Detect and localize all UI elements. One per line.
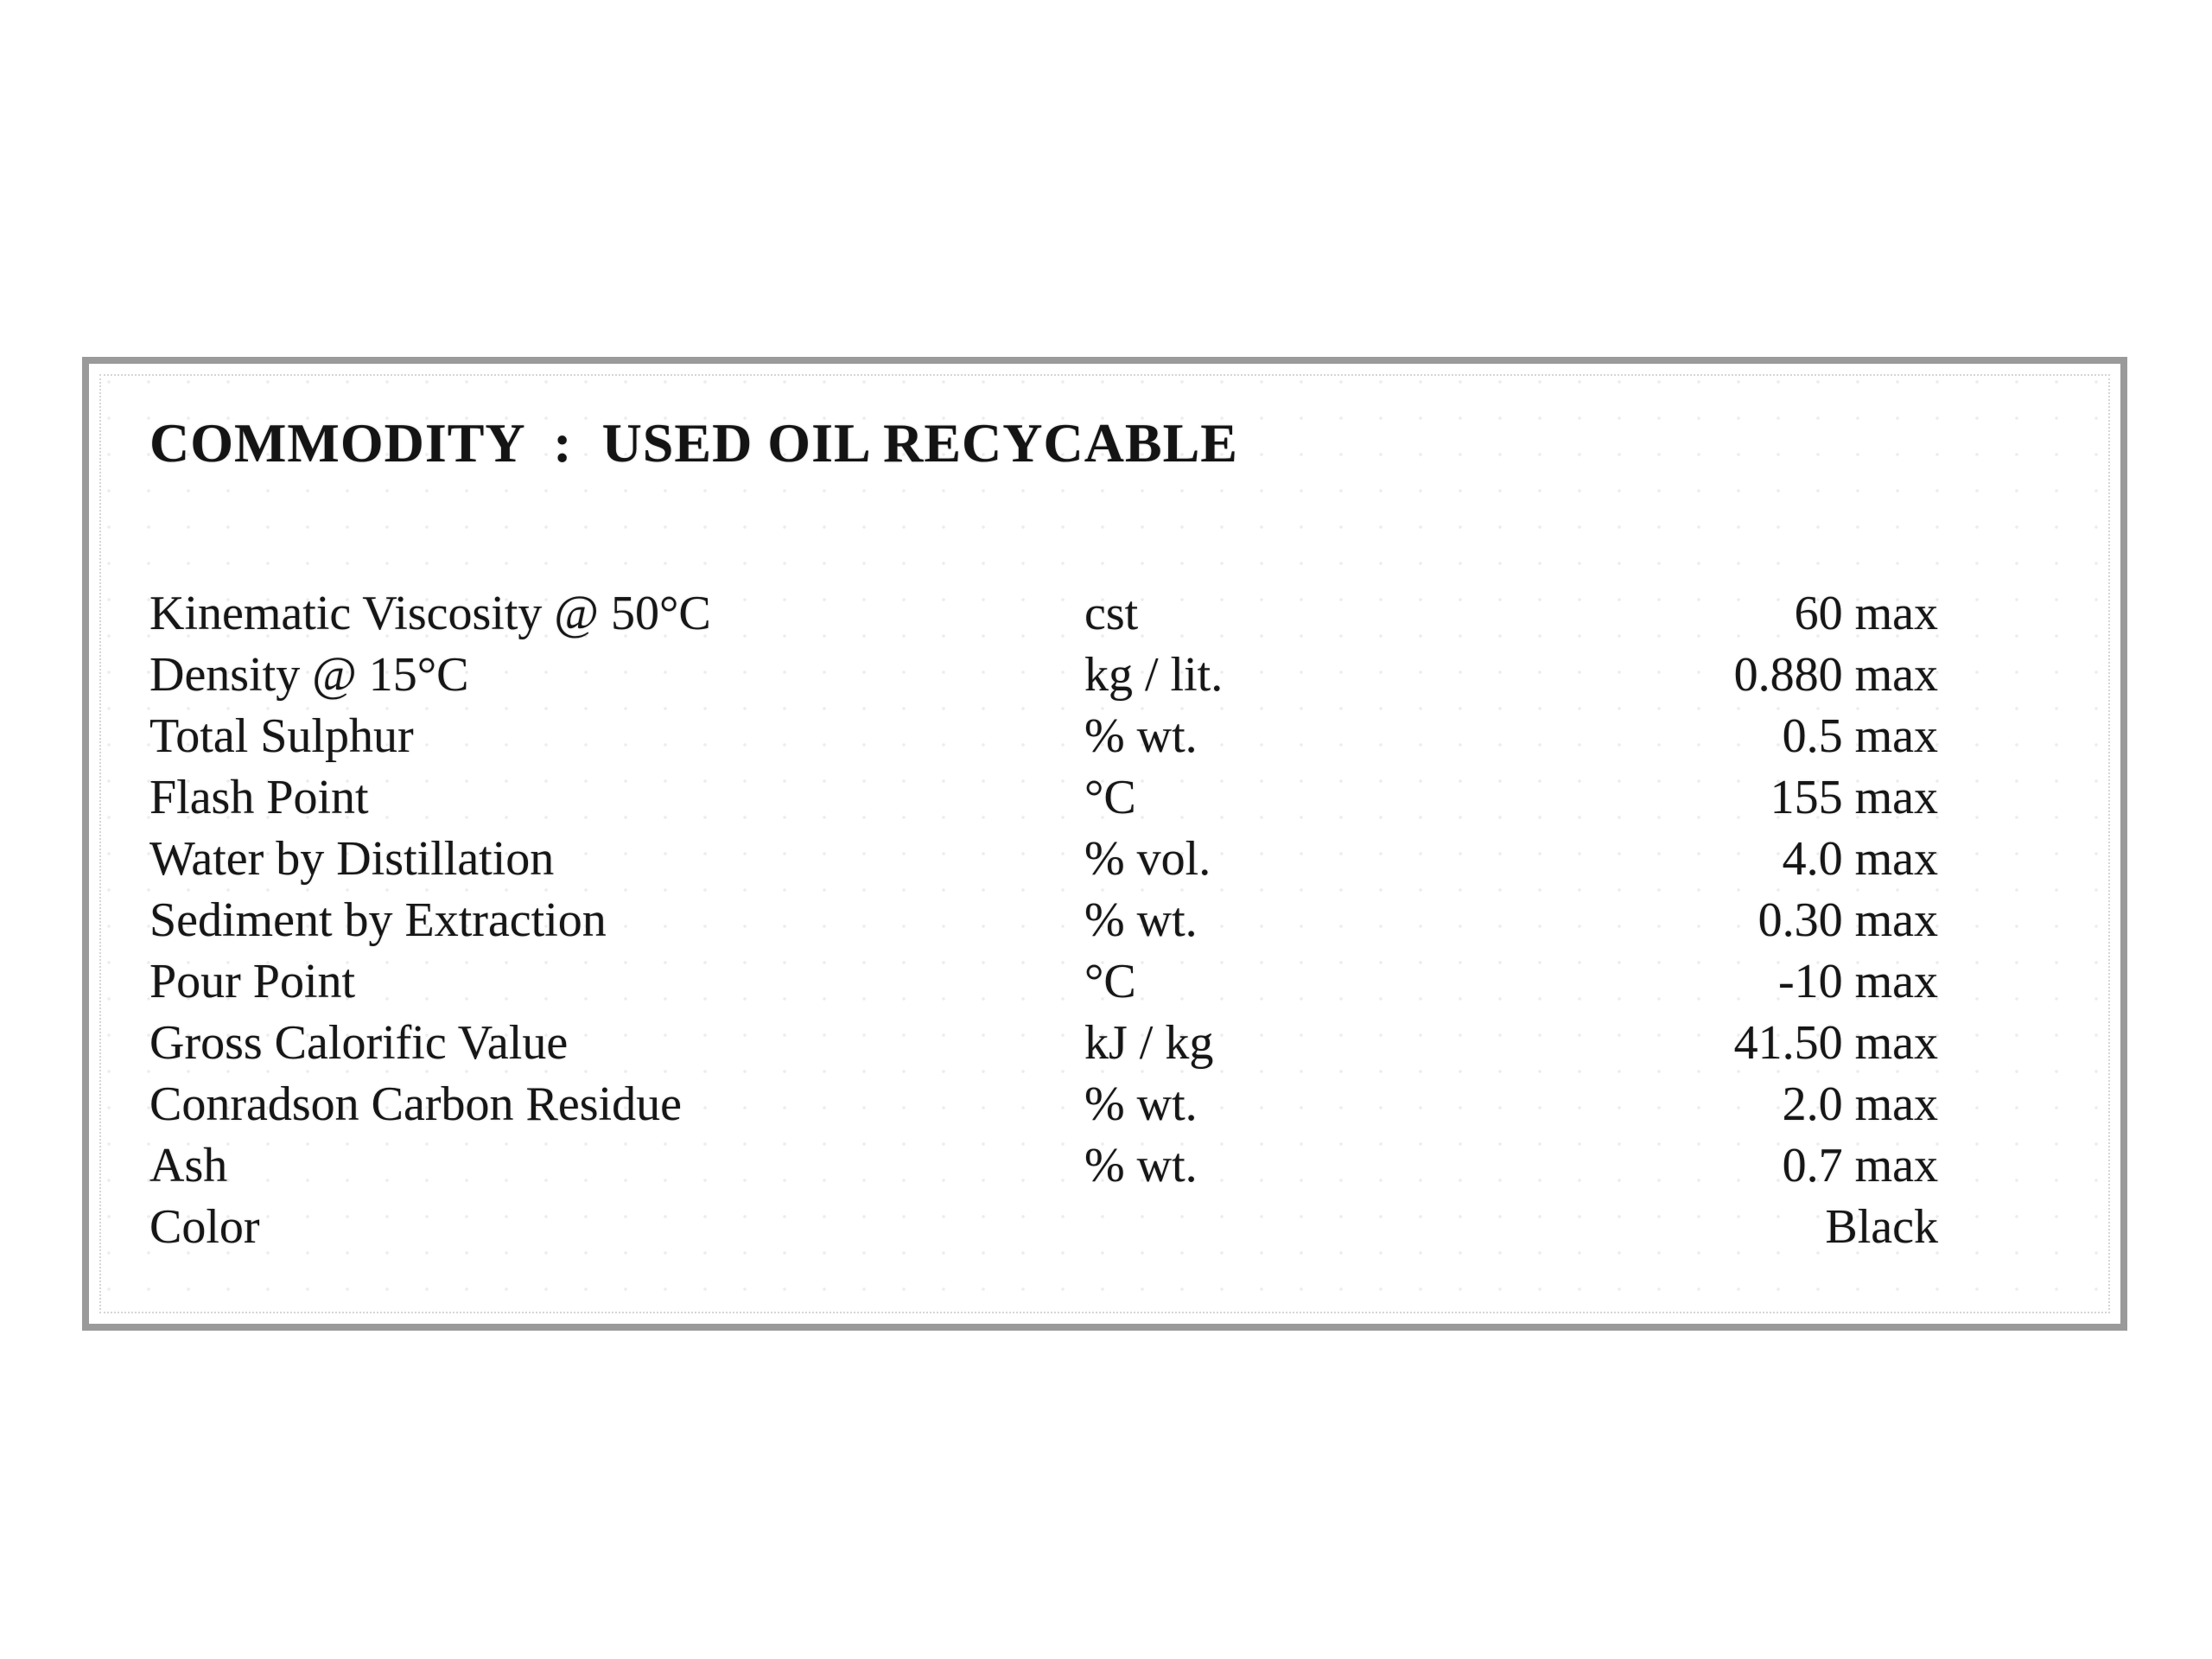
spec-row bbox=[149, 767, 1938, 829]
spec-unit-label: % wt. bbox=[1084, 709, 1198, 763]
spec-row bbox=[149, 951, 1938, 1013]
spec-unit-label: kJ / kg bbox=[1084, 1016, 1214, 1070]
spec-row bbox=[149, 890, 1938, 951]
spec-row bbox=[149, 829, 1938, 890]
spec-unit-label: % wt. bbox=[1084, 1139, 1198, 1192]
spec-unit-label: °C bbox=[1084, 771, 1136, 824]
spec-unit-label: °C bbox=[1084, 955, 1136, 1008]
spec-row bbox=[149, 1013, 1938, 1074]
spec-limit-value: 60 max bbox=[1794, 587, 1938, 640]
spec-limit-value: 155 max bbox=[1770, 771, 1938, 824]
spec-property-label: Kinematic Viscosity @ 50°C bbox=[149, 587, 711, 640]
spec-limit-value: 0.7 max bbox=[1782, 1139, 1938, 1192]
spec-unit-label: kg / lit. bbox=[1084, 648, 1224, 702]
spec-row bbox=[149, 583, 1938, 645]
spec-property-label: Sediment by Extraction bbox=[149, 893, 607, 947]
spec-limit-value: 41.50 max bbox=[1733, 1016, 1938, 1070]
spec-property-label: Total Sulphur bbox=[149, 709, 414, 763]
spec-property-label: Gross Calorific Value bbox=[149, 1016, 569, 1070]
spec-property-label: Color bbox=[149, 1200, 260, 1254]
spec-row bbox=[149, 645, 1938, 706]
spec-property-label: Water by Distillation bbox=[149, 832, 555, 886]
spec-property-label: Ash bbox=[149, 1139, 228, 1192]
spec-row bbox=[149, 706, 1938, 767]
spec-row bbox=[149, 1197, 1938, 1258]
spec-unit-label: cst bbox=[1084, 587, 1139, 640]
commodity-spec-frame bbox=[82, 357, 2127, 1331]
spec-unit-label: % vol. bbox=[1084, 832, 1211, 886]
spec-limit-value: 0.30 max bbox=[1758, 893, 1938, 947]
spec-limit-value: 0.880 max bbox=[1733, 648, 1938, 702]
spec-limit-value: Black bbox=[1825, 1200, 1938, 1254]
spec-rows bbox=[89, 583, 2120, 1258]
spec-property-label: Density @ 15°C bbox=[149, 648, 469, 702]
spec-unit-label: % wt. bbox=[1084, 893, 1198, 947]
spec-property-label: Flash Point bbox=[149, 771, 369, 824]
spec-property-label: Pour Point bbox=[149, 955, 356, 1008]
spec-row bbox=[149, 1074, 1938, 1135]
spec-unit-label: % wt. bbox=[1084, 1077, 1198, 1131]
spec-property-label: Conradson Carbon Residue bbox=[149, 1077, 682, 1131]
commodity-title: COMMODITY : USED OIL RECYCABLE bbox=[149, 412, 1238, 474]
spec-row bbox=[149, 1135, 1938, 1197]
spec-limit-value: 4.0 max bbox=[1782, 832, 1938, 886]
spec-limit-value: -10 max bbox=[1777, 955, 1938, 1008]
spec-limit-value: 2.0 max bbox=[1782, 1077, 1938, 1131]
spec-limit-value: 0.5 max bbox=[1782, 709, 1938, 763]
